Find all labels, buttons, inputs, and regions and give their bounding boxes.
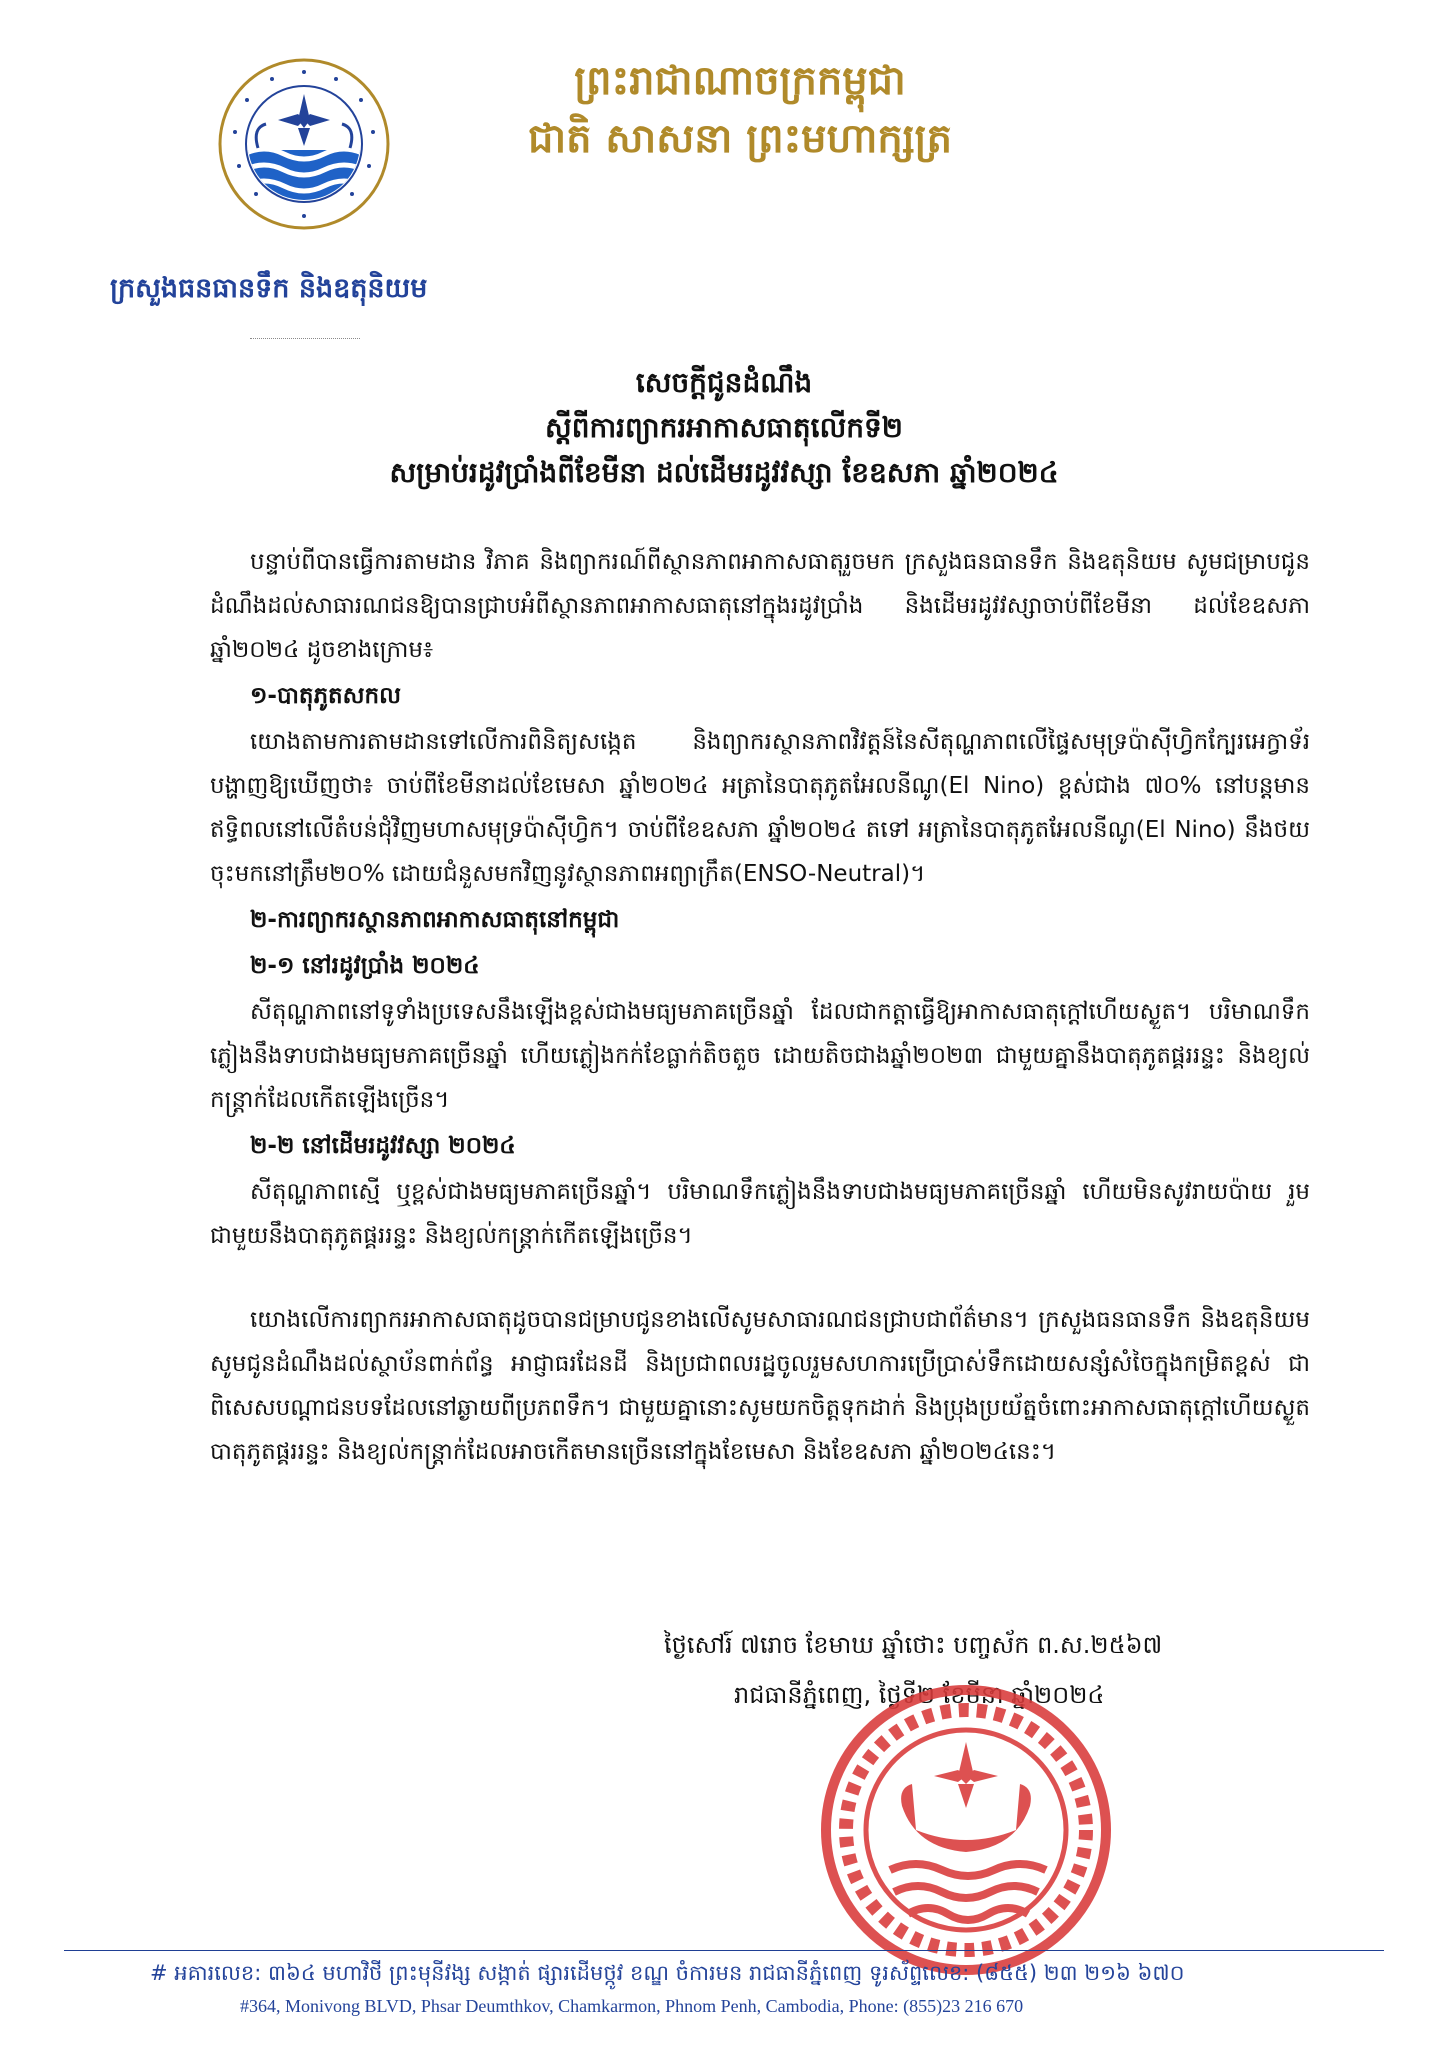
section-2-1-heading: ២-១ នៅរដូវប្រាំង ២០២៤ bbox=[250, 953, 480, 979]
section-1-paragraph: យោងតាមការតាមដានទៅលើការពិនិត្យសង្កេត និងព្យាករស្ថានភាពវិវត្តន៍នៃសីតុណ្ហភាពលើផ្ទៃសមុទ្រប៉ាស៊ីហ្វិកក្បែរអេក្វាទ័របង្ហាញឱ្យឃើញថា៖ ចាប់ពីខែមីនាដល់ខែមេសា ឆ្នាំ២០២៤ អត្រានៃបាតុភូតអែលនីណូ(El Nino) ខ្ពស់ជាង ៧០% នៅបន្តមានឥទ្ធិពលនៅលើតំបន់ជុំវិញមហាសមុទ្រប៉ាស៊ីហ្វិក។ ចាប់ពីខែឧសភា ឆ្នាំ២០២៤ តទៅ អត្រានៃបាតុភូតអែលនីណូ(El Nino) នឹងថយចុះមកនៅត្រឹម២០% ដោយជំនួសមកវិញនូវស្ថានភាពអព្យាក្រឹត(ENSO-Neutral)។ bbox=[210, 729, 1311, 887]
notice-title bbox=[200, 360, 1248, 495]
section-2-1-paragraph: សីតុណ្ហភាពនៅទូទាំងប្រទេសនឹងឡើងខ្ពស់ជាងមធ្យមភាគច្រើនឆ្នាំ ដែលជាកត្តាធ្វើឱ្យអាកាសធាតុក្តៅហើយស្ងួត។ បរិមាណទឹកភ្លៀងនឹងទាបជាងមធ្យមភាគច្រើនឆ្នាំ ហើយភ្លៀងកក់ខែធ្លាក់តិចតួច ដោយតិចជាងឆ្នាំ២០២៣ ជាមួយគ្នានឹងបាតុភូតផ្គររន្ទះ និងខ្យល់កន្ត្រាក់ដែលកើតឡើងច្រើន។ bbox=[210, 999, 1310, 1113]
divider bbox=[250, 338, 360, 339]
spacer bbox=[210, 1258, 1310, 1298]
section-2-2-paragraph: សីតុណ្ហភាពស្មើ ឬខ្ពស់ជាងមធ្យមភាគច្រើនឆ្នាំ។ បរិមាណទឹកភ្លៀងនឹងទាបជាងមធ្យមភាគច្រើនឆ្នាំ ហើយមិនសូវរាយប៉ាយ រួមជាមួយនឹងបាតុភូតផ្គររន្ទះ និងខ្យល់កន្ត្រាក់កើតឡើងច្រើន។ bbox=[210, 1179, 1310, 1249]
kingdom-line-1: ព្រះរាជាណាចក្រកម្ពុជា bbox=[574, 58, 906, 104]
ministry-logo-icon bbox=[218, 58, 390, 230]
title-line-1: សេចក្តីជូនដំណឹង bbox=[635, 366, 813, 399]
seal-stamp-icon bbox=[816, 1680, 1116, 1980]
lunar-date: ថ្ងៃសៅរ៍ ៧រោច ខែមាឃ ឆ្នាំថោះ បញ្ចស័ក ព.ស.២៥៦៧ bbox=[664, 1631, 1163, 1659]
kingdom-motto bbox=[460, 52, 1020, 168]
intro-paragraph: បន្ទាប់ពីបានធ្វើការតាមដាន វិភាគ និងព្យាករណ៍ពីស្ថានភាពអាកាសធាតុរួចមក ក្រសួងធនធានទឹក និងឧតុនិយម សូមជម្រាបជូនដំណឹងដល់សាធារណជនឱ្យបានជ្រាបអំពីស្ថានភាពអាកាសធាតុនៅក្នុងរដូវប្រាំង និងដើមរដូវវស្សាចាប់ពីខែមីនា ដល់ខែឧសភា ឆ្នាំ២០២៤ ដូចខាងក្រោម៖ bbox=[210, 549, 1310, 663]
section-1-heading: ១-បាតុភូតសកល bbox=[250, 683, 402, 709]
section-2-2-heading: ២-២ នៅដើមរដូវវស្សា ២០២៤ bbox=[250, 1133, 516, 1159]
title-line-3: សម្រាប់រដូវប្រាំងពីខែមីនា ដល់ដើមរដូវវស្សា ខែឧសភា ឆ្នាំ២០២៤ bbox=[389, 456, 1059, 489]
ministry-name: ក្រសួងធនធានទឹក និងឧតុនិយម bbox=[110, 273, 428, 304]
kingdom-line-2: ជាតិ សាសនា ព្រះមហាក្សត្រ bbox=[528, 116, 952, 162]
footer-divider bbox=[64, 1950, 1384, 1951]
section-2-heading: ២-ការព្យាករស្ថានភាពអាកាសធាតុនៅកម្ពុជា bbox=[250, 907, 620, 933]
footer-address-khmer: # អគារលេខ: ៣៦៤ មហាវិថី ព្រះមុនីវង្ស សង្កាត់ ផ្សារដើមថ្កូវ ខណ្ឌ ចំការមន រាជធានីភ្នំពេញ ទូរស័ព្ទលេខ: (៨៥៥) ២៣ ២១៦ ៦៧០ bbox=[150, 1961, 1185, 1985]
closing-paragraph: យោងលើការព្យាករអាកាសធាតុដូចបានជម្រាបជូនខាងលើសូមសាធារណជនជ្រាបជាព័ត៌មាន។ ក្រសួងធនធានទឹក និងឧតុនិយម សូមជូនដំណឹងដល់ស្ថាប័នពាក់ព័ន្ធ អាជ្ញាធរដែនដី និងប្រជាពលរដ្ឋចូលរួមសហការប្រើប្រាស់ទឹកដោយសន្សំសំចៃក្នុងកម្រិតខ្ពស់ ជាពិសេសបណ្តាជនបទដែលនៅឆ្ងាយពីប្រភពទឹក។ ជាមួយគ្នានោះសូមយកចិត្តទុកដាក់ និងប្រុងប្រយ័ត្នចំពោះអាកាសធាតុក្តៅហើយស្ងួត បាតុភូតផ្គររន្ទះ និងខ្យល់កន្ត្រាក់ដែលអាចកើតមានច្រើននៅក្នុងខែមេសា និងខែឧសភា ឆ្នាំ២០២៤នេះ។ bbox=[210, 1307, 1310, 1465]
footer-address-english: #364, Monivong BLVD, Phsar Deumthkov, Chamkarmon, Phnom Penh, Cambodia, Phone: (855)23 216 670 bbox=[240, 1996, 1024, 2016]
title-line-2: ស្តីពីការព្យាករអាកាសធាតុលើកទី២ bbox=[545, 411, 903, 444]
solar-date: រាជធានីភ្នំពេញ, ថ្ងៃទី២ ខែមីនា ឆ្នាំ២០២៤ bbox=[734, 1681, 1105, 1709]
notice-body bbox=[210, 540, 1310, 1474]
